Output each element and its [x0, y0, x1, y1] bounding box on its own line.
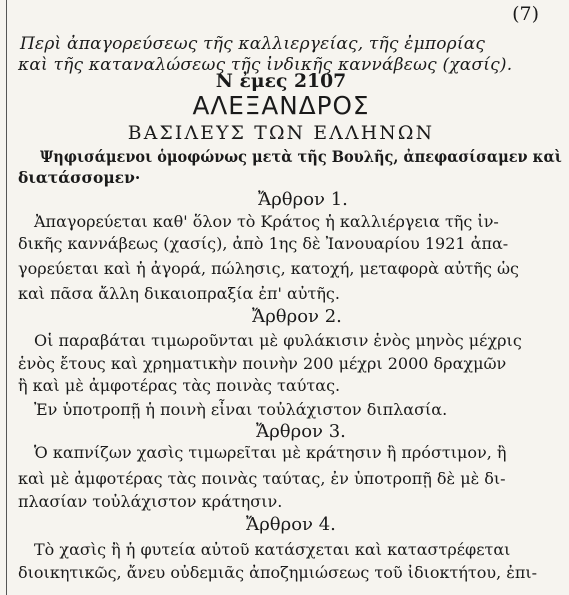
page-number: (7) [512, 3, 539, 25]
article-2-line-4: Ἐν ὑποτροπῇ ἡ ποινὴ εἶναι τοὐλάχιστον διπλασία. [34, 400, 448, 419]
article-3-heading: Ἄρθρον 3. [256, 421, 346, 442]
article-1-heading: Ἄρθρον 1. [258, 189, 348, 210]
king-title: ΒΑΣΙΛΕΥΣ ΤΩΝ ΕΛΛΗΝΩΝ [127, 122, 435, 144]
article-3-line-3: πλασίαν τοὐλάχιστον κράτησιν. [18, 492, 283, 511]
article-4-heading: Ἄρθρον 4. [246, 514, 336, 535]
law-title-line-1: Περὶ ἀπαγορεύσεως τῆς καλλιεργείας, τῆς ἐμπορίας [20, 34, 486, 54]
article-4-line-1: Τὸ χασὶς ἢ ἡ φυτεία αὐτοῦ κατάσχεται καὶ καταστρέφεται [34, 540, 511, 559]
article-2-line-3: ἢ καὶ μὲ ἀμφοτέρας τὰς ποινὰς ταύτας. [18, 376, 341, 395]
article-1-line-4: καὶ πᾶσα ἄλλη δικαιοπραξία ἐπ' αὐτῆς. [18, 284, 340, 303]
enactment-line-2: διατάσσομεν· [18, 168, 141, 187]
article-3-line-1: Ὁ καπνίζων χασὶς τιμωρεῖται μὲ κράτησιν ἢ πρόστιμον, ἢ [34, 443, 507, 462]
law-title-line-2: καὶ τῆς καταναλώσεως τῆς ἰνδικῆς καννάβεως (χασίς). [18, 55, 513, 75]
article-1-line-1: Ἀπαγορεύεται καθ' ὅλον τὸ Κράτος ἡ καλλιέργεια τῆς ἰν- [34, 212, 499, 231]
article-2-heading: Ἄρθρον 2. [252, 306, 342, 327]
article-4-line-2: διοικητικῶς, ἄνευ οὐδεμιᾶς ἀποζημιώσεως τοῦ ἰδιοκτήτου, ἐπι- [18, 563, 538, 582]
enactment-line-1: Ψηφισάμενοι ὁμοφώνως μετὰ τῆς Βουλῆς, ἀπεφασίσαμεν καὶ [40, 147, 562, 166]
king-name: ΑΛΕΞΑΝΔΡΟΣ [192, 91, 370, 120]
law-number: Ν ἐμες 2107 [215, 70, 347, 92]
article-1-line-3: γορεύεται καὶ ἡ ἀγορά, πώλησις, κατοχή, μεταφορὰ αὐτῆς ὡς [18, 259, 519, 278]
article-3-line-2: καὶ μὲ ἀμφοτέρας τὰς ποινὰς ταύτας, ἐν ὑποτροπῇ δὲ μὲ δι- [18, 469, 506, 488]
article-2-line-2: ἑνὸς ἔτους καὶ χρηματικὴν ποινὴν 200 μέχρι 2000 δραχμῶν [18, 354, 507, 373]
article-2-line-1: Οἱ παραβάται τιμωροῦνται μὲ φυλάκισιν ἑνὸς μηνὸς μέχρις [34, 331, 522, 350]
article-1-line-2: δικῆς καννάβεως (χασίς), ἀπὸ 1ης δὲ Ἰανουαρίου 1921 ἀπα- [18, 234, 509, 253]
